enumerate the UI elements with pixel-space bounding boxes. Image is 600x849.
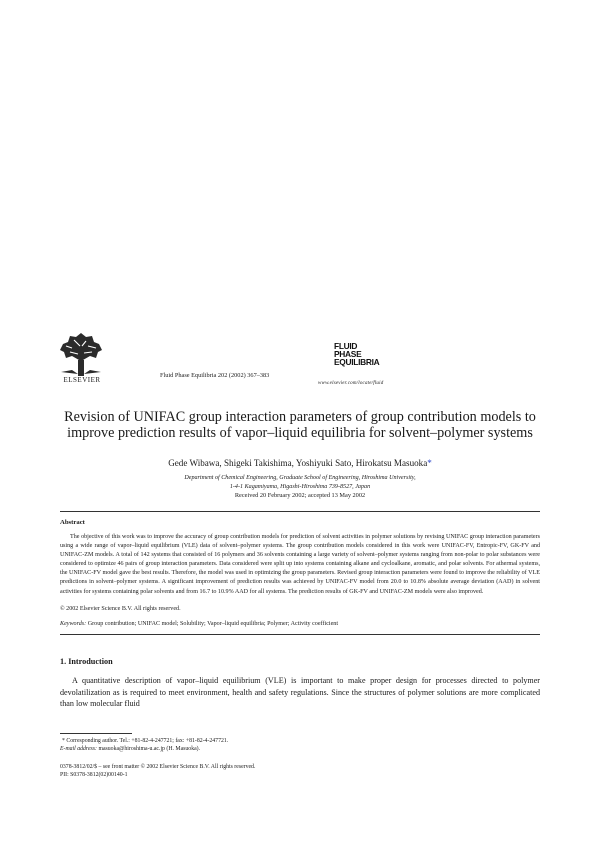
- journal-logo-line-2: EQUILIBRIA: [334, 357, 380, 368]
- keywords-list: Group contribution; UNIFAC model; Solubility; Vapor–liquid equilibria; Polymer; Activity coefficient: [87, 621, 339, 627]
- front-matter-line: 0378-3812/02/$ – see front matter © 2002 Elsevier Science B.V. All rights reserved.: [60, 764, 256, 770]
- keywords-label: Keywords:: [60, 621, 87, 627]
- journal-logo-line-1: FLUID PHASE: [334, 341, 362, 360]
- email-address[interactable]: masuoka@hiroshima-u.ac.jp (H. Masuoka).: [98, 746, 201, 752]
- introduction-body: A quantitative description of vapor–liquid equilibrium (VLE) is important to make proper design for processes directed to polymer devolatilization as is required to meet environment, health and safety regulations. Since the structures of polymer solutions are more complicated than low molecular fluid: [60, 676, 540, 708]
- author-list: Gede Wibawa, Shigeki Takishima, Yoshiyuki Sato, Hirokatsu Masuoka: [168, 458, 428, 468]
- publisher-name: ELSEVIER: [63, 376, 101, 384]
- affiliation-line-1: Department of Chemical Engineering, Graduate School of Engineering, Hiroshima University,: [184, 475, 416, 481]
- abstract-body: The objective of this work was to improve the accuracy of group contribution models for prediction of solvent activities in polymer solutions by revising UNIFAC group interaction parameters using a wide range of vapor–liquid equilibrium (VLE) data of solvent–polymer systems. The group contribution models considered in this work were UNIFAC-FV, Entropic-FV, GK-FV and UNIFAC-ZM models. A total of 142 systems that consisted of 16 polymers and 36 solvents containing a large variety of solvent–polymer systems ranging from non-polar to polar substances were considered to optimize 46 pairs of group interaction parameters. Data considered were split up into systems containing alkane and cycloalkane, aromatic, and polar solvents. For athermal systems, the UNIFAC-FV model gave the best results. Therefore, the model was used in optimizing the group parameters. Revised group interaction parameters were found to improve the reliability of VLE predictions in solvent–polymer systems. A significant improvement of prediction results was achieved by UNIFAC-FV model from 20.0 to 10.8% absolute average deviation (AAD) in solvent activities for systems containing polar solvents and from 16.7 to 10.9% AAD for all systems. The prediction results of GK-FV and UNIFAC-ZM models were also improved.: [60, 534, 540, 595]
- abstract-bottom-rule: [60, 634, 540, 635]
- corresponding-author-mark[interactable]: *: [427, 458, 432, 468]
- abstract-top-rule: [60, 511, 540, 512]
- elsevier-tree-logo: [58, 332, 104, 376]
- email-footnote: [60, 746, 200, 752]
- received-dates: Received 20 February 2002; accepted 13 May 2002: [234, 492, 366, 499]
- pii-line: PII: S0378-3812(02)00140-1: [60, 772, 128, 778]
- email-label: E-mail address:: [60, 746, 97, 752]
- affiliation-line-2: 1-4-1 Kagamiyama, Higashi-Hiroshima 739-8527, Japan: [229, 484, 371, 490]
- journal-url[interactable]: www.elsevier.com/locate/fluid: [318, 381, 384, 386]
- article-title: Revision of UNIFAC group interaction parameters of group contribution models to improve prediction results of vapor–liquid equilibria for solvent–polymer systems: [64, 409, 536, 441]
- introduction-heading: 1. Introduction: [60, 657, 113, 666]
- affiliation: [60, 474, 540, 492]
- journal-citation: Fluid Phase Equilibria 202 (2002) 367–383: [160, 372, 270, 379]
- footnote-rule: [60, 733, 132, 734]
- abstract-copyright: © 2002 Elsevier Science B.V. All rights reserved.: [60, 606, 181, 612]
- corresponding-author-footnote: * Corresponding author. Tel.: +81-82-4-247721; fax: +81-82-4-247721.: [62, 738, 229, 744]
- abstract-heading: Abstract: [60, 519, 85, 526]
- journal-logo: [334, 342, 378, 370]
- article-authors: [60, 458, 540, 468]
- keywords: [60, 621, 540, 627]
